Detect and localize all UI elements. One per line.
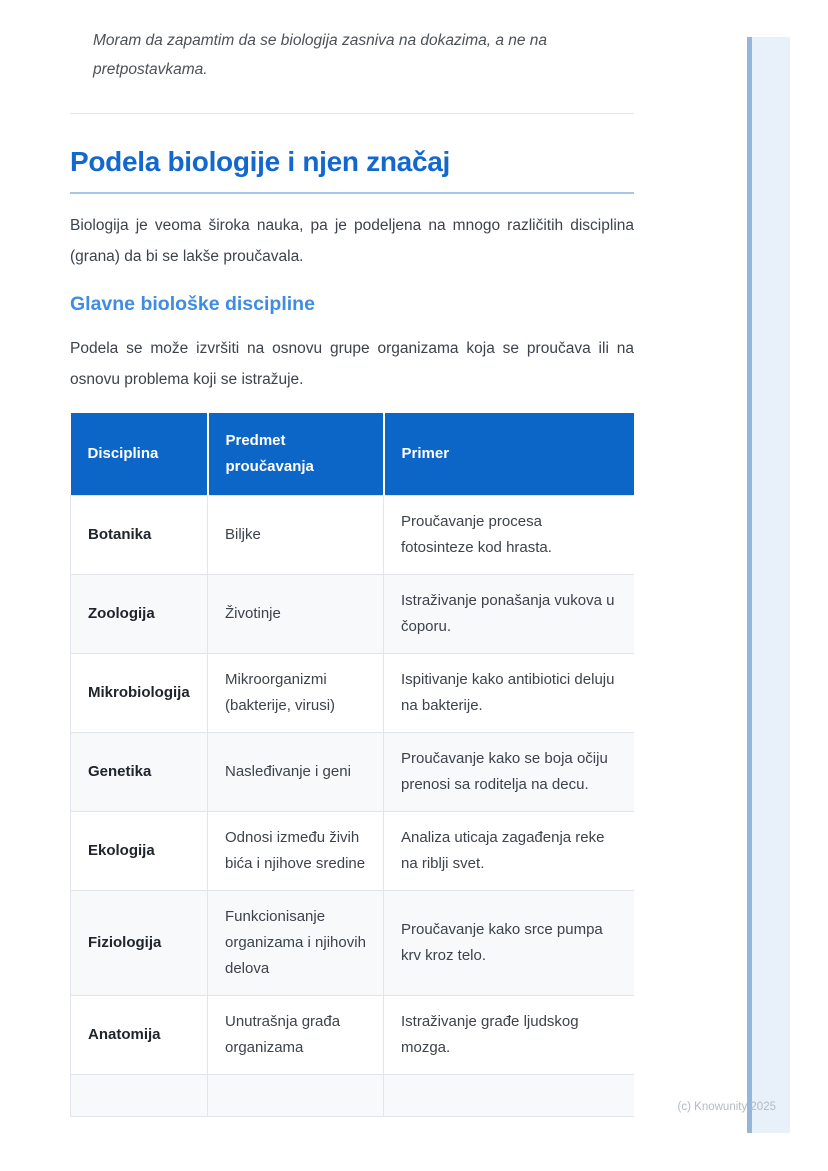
table-row [71, 653, 635, 732]
page-title: Podela biologije i njen značaj [70, 146, 450, 177]
example-cell: Analiza uticaja zagađenja reke na riblji svet. [384, 811, 635, 890]
table-row [71, 811, 635, 890]
page-edge-strip [747, 37, 790, 1133]
subject-cell: Biljke [208, 495, 384, 574]
discipline-cell: Fiziologija [71, 890, 208, 995]
example-cell [384, 1074, 635, 1116]
table-row [71, 995, 635, 1074]
example-cell: Istraživanje građe ljudskog mozga. [384, 995, 635, 1074]
discipline-cell: Ekologija [71, 811, 208, 890]
subject-cell: Životinje [208, 574, 384, 653]
example-cell: Istraživanje ponašanja vukova u čoporu. [384, 574, 635, 653]
subject-cell: Nasleđivanje i geni [208, 732, 384, 811]
section-subtitle: Glavne biološke discipline [70, 293, 315, 315]
example-cell: Ispitivanje kako antibiotici deluju na bakterije. [384, 653, 635, 732]
header-predmet: Predmet proučavanja [208, 413, 384, 495]
subject-cell: Mikroorganizmi (bakterije, virusi) [208, 653, 384, 732]
discipline-cell: Zoologija [71, 574, 208, 653]
subject-cell [208, 1074, 384, 1116]
header-primer: Primer [384, 413, 635, 495]
section-paragraph: Podela se može izvršiti na osnovu grupe organizama koja se proučava ili na osnovu problema koji se istražuje. [70, 340, 634, 388]
table-row-partial [71, 1074, 635, 1116]
subject-cell: Unutrašnja građa organizama [208, 995, 384, 1074]
discipline-cell: Mikrobiologija [71, 653, 208, 732]
table-header-row [71, 413, 635, 495]
example-cell: Proučavanje kako srce pumpa krv kroz telo. [384, 890, 635, 995]
table-row [71, 495, 635, 574]
table-row [71, 574, 635, 653]
header-disciplina: Disciplina [71, 413, 208, 495]
discipline-cell: Anatomija [71, 995, 208, 1074]
discipline-cell: Genetika [71, 732, 208, 811]
intro-paragraph: Biologija je veoma široka nauka, pa je podeljena na mnogo različitih disciplina (grana) da bi se lakše proučavala. [70, 217, 634, 265]
discipline-cell [71, 1074, 208, 1116]
disciplines-table-container [70, 413, 634, 1133]
discipline-cell: Botanika [71, 495, 208, 574]
example-cell: Proučavanje kako se boja očiju prenosi sa roditelja na decu. [384, 732, 635, 811]
example-cell: Proučavanje procesa fotosinteze kod hrasta. [384, 495, 635, 574]
subject-cell: Odnosi između živih bića i njihove sredine [208, 811, 384, 890]
subject-cell: Funkcionisanje organizama i njihovih delova [208, 890, 384, 995]
note-text: Moram da zapamtim da se biologija zasniva na dokazima, a ne na pretpostavkama. [93, 32, 548, 78]
table-row [71, 890, 635, 995]
section-divider [70, 113, 634, 114]
title-underline [70, 192, 634, 194]
table-row [71, 732, 635, 811]
copyright-text: (c) Knowunity 2025 [677, 1101, 776, 1113]
disciplines-table [70, 413, 634, 1117]
